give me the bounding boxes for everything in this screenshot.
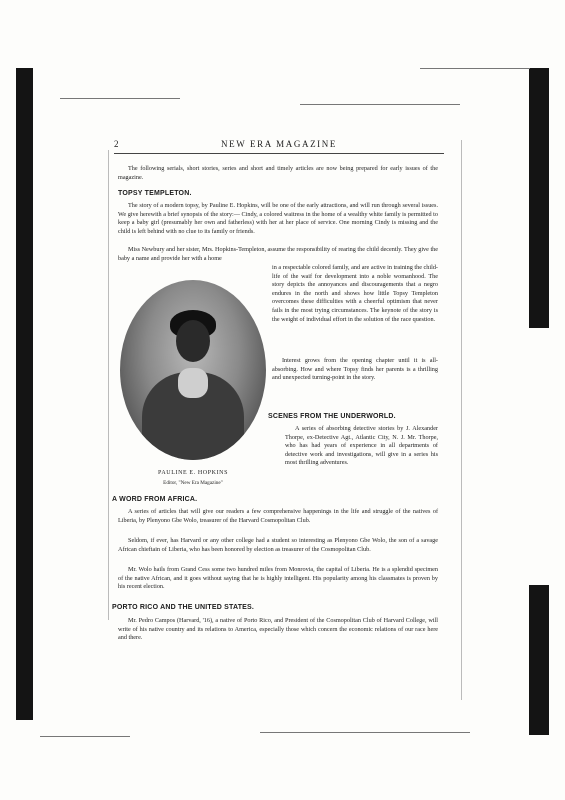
page-header [114,139,444,154]
page-number: 2 [114,139,119,149]
africa-paragraph-1: A series of articles that will give our readers a few comprehensive happenings in the life and struggle of the natives of Liberia, by Plenyono Gbe Wolo, treasurer of the Harvard Cosmopolitan Club. [118,508,438,524]
africa-paragraph-3: Mr. Wolo hails from Grand Cess some two hundred miles from Monrovia, the capital of Liberia. He is a splendid specimen of the native African, and it goes without saying that he is highly intelligent. His popularity among his classmates is proven by his recent election. [118,566,438,591]
underworld-paragraph: A series of absorbing detective stories by J. Alexander Thorpe, ex-Detective Agt., Atlantic City, N. J. Mr. Thorpe, who has had years of experience in all departments of detective work and investigations, will give in a series his most thrilling adventures. [285,425,438,467]
scan-noise-line [40,736,130,737]
topsy-paragraph-1: The story of a modern topsy, by Pauline E. Hopkins, will be one of the early attractions, and will run through several issues. We give herewith a brief synopsis of the story:— Cindy, a colored waitress in the home of a wealthy white family is permitted to keep a baby girl (presumably her own and fatherless) with her at her place of service. One morning Cindy is missing and the child is left behind with no clue to its family or friends. [118,202,438,235]
topsy-paragraph-3: Interest grows from the opening chapter until it is all-absorbing. How and where Topsy finds her parents is a thrilling and unexpected turning-point in the story. [272,357,438,382]
scan-edge-right-bottom [529,585,549,735]
porto-rico-heading: PORTO RICO AND THE UNITED STATES. [112,604,255,611]
intro-paragraph: The following serials, short stories, series and short and timely articles are now being prepared for early issues of the magazine. [118,165,438,181]
portrait-collar [178,368,208,398]
topsy-heading: TOPSY TEMPLETON. [118,190,192,197]
scan-noise-line [60,98,180,99]
portrait-photo [120,280,266,460]
scan-noise-line [300,104,460,105]
porto-rico-paragraph: Mr. Pedro Campos (Harvard, '16), a native of Porto Rico, and President of the Cosmopolitan Club of Harvard College, will write of his native country and its relations to America, especially those which concern the economic relations of our race here and there. [118,617,438,642]
portrait-face [176,320,210,362]
portrait-caption-name: PAULINE E. HOPKINS [157,470,229,476]
scan-edge-left [16,68,33,720]
page-frame-right [461,140,462,700]
page-frame-left [108,150,109,620]
topsy-paragraph-2-column: in a respectable colored family, and are active in training the child-life of the waif for development into a noble womanhood. The story depicts the annoyances and discouragements that a negro endures in the north and shows how little Topsy Templeton overcomes these difficulties with a cheerful optimism that never fails in the most trying circumstances. The keynote of the story is the weight of individual effort in the solution of the race question. [272,264,438,323]
portrait-caption-role: Editor, "New Era Magazine" [163,480,223,486]
africa-heading: A WORD FROM AFRICA. [112,496,198,503]
scan-noise-line [420,68,530,69]
magazine-title: NEW ERA MAGAZINE [221,139,337,149]
scan-edge-right-top [529,68,549,328]
scan-noise-line [260,732,470,733]
africa-paragraph-2: Seldom, if ever, has Harvard or any other college had a student so interesting as Plenyono Gbe Wolo, the son of a savage African chieftain of Liberia, who has been honored by election as treasurer of the Cosmopolitan Club. [118,537,438,553]
topsy-paragraph-2: Miss Newbury and her sister, Mrs. Hopkins-Templeton, assume the responsibility of rearing the child decently. They give the baby a name and provide her with a home [118,246,439,262]
underworld-heading: SCENES FROM THE UNDERWORLD. [268,413,396,420]
